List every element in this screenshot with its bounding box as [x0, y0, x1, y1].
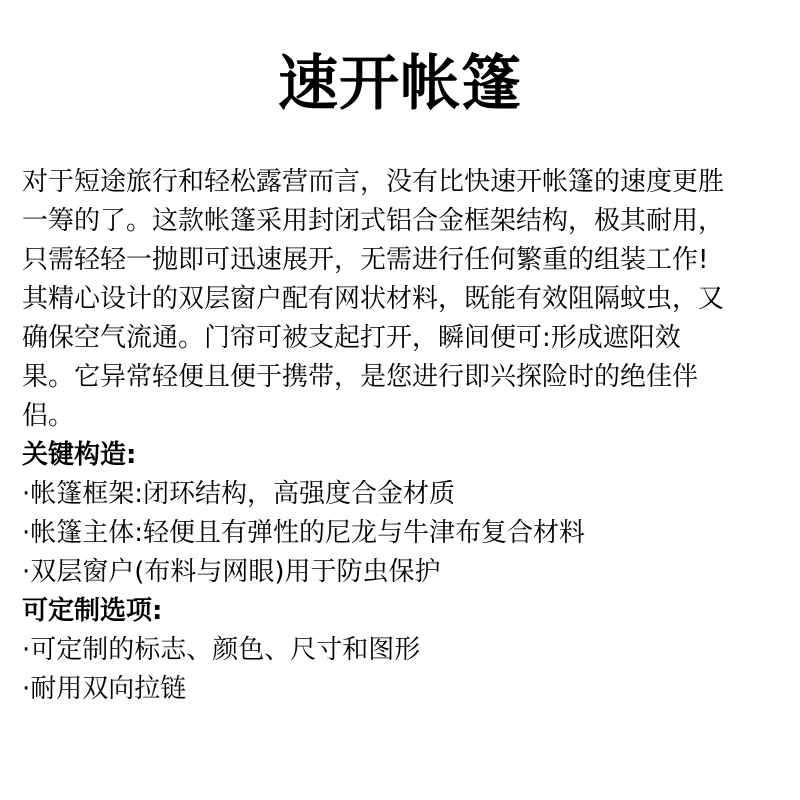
intro-line: 一筹的了。这款帐篷采用封闭式铝合金框架结构，极其耐用， [22, 206, 725, 236]
intro-line: 对于短途旅行和轻松露营而言，没有比快速开帐篷的速度更胜 [22, 167, 725, 197]
list-item: ·可定制的标志、颜色、尺寸和图形 [22, 635, 421, 665]
list-item: ·耐用双向拉链 [22, 674, 187, 704]
page-title: 速开帐篷 [278, 49, 522, 119]
list-item: ·帐篷主体:轻便且有弹性的尼龙与牛津布复合材料 [22, 518, 586, 548]
list-item: ·帐篷框架:闭环结构，高强度合金材质 [22, 479, 456, 509]
intro-line: 只需轻轻一抛即可迅速展开，无需进行任何繁重的组装工作! [22, 245, 709, 275]
intro-paragraph [22, 163, 782, 436]
key-construction-section [22, 436, 782, 592]
intro-line: 侣。 [22, 401, 75, 431]
intro-line: 果。它异常轻便且便于携带，是您进行即兴探险时的绝佳伴 [22, 362, 699, 392]
intro-line: 确保空气流通。门帘可被支起打开，瞬间便可:形成遮阳效 [22, 323, 681, 353]
custom-options-section [22, 592, 782, 709]
list-item: ·双层窗户(布料与网眼)用于防虫保护 [22, 557, 441, 587]
description-body [22, 163, 782, 709]
custom-options-heading: 可定制选项: [22, 596, 163, 626]
key-construction-heading: 关键构造: [22, 440, 137, 470]
intro-line: 其精心设计的双层窗户配有网状材料，既能有效阻隔蚊虫，又 [22, 284, 725, 314]
